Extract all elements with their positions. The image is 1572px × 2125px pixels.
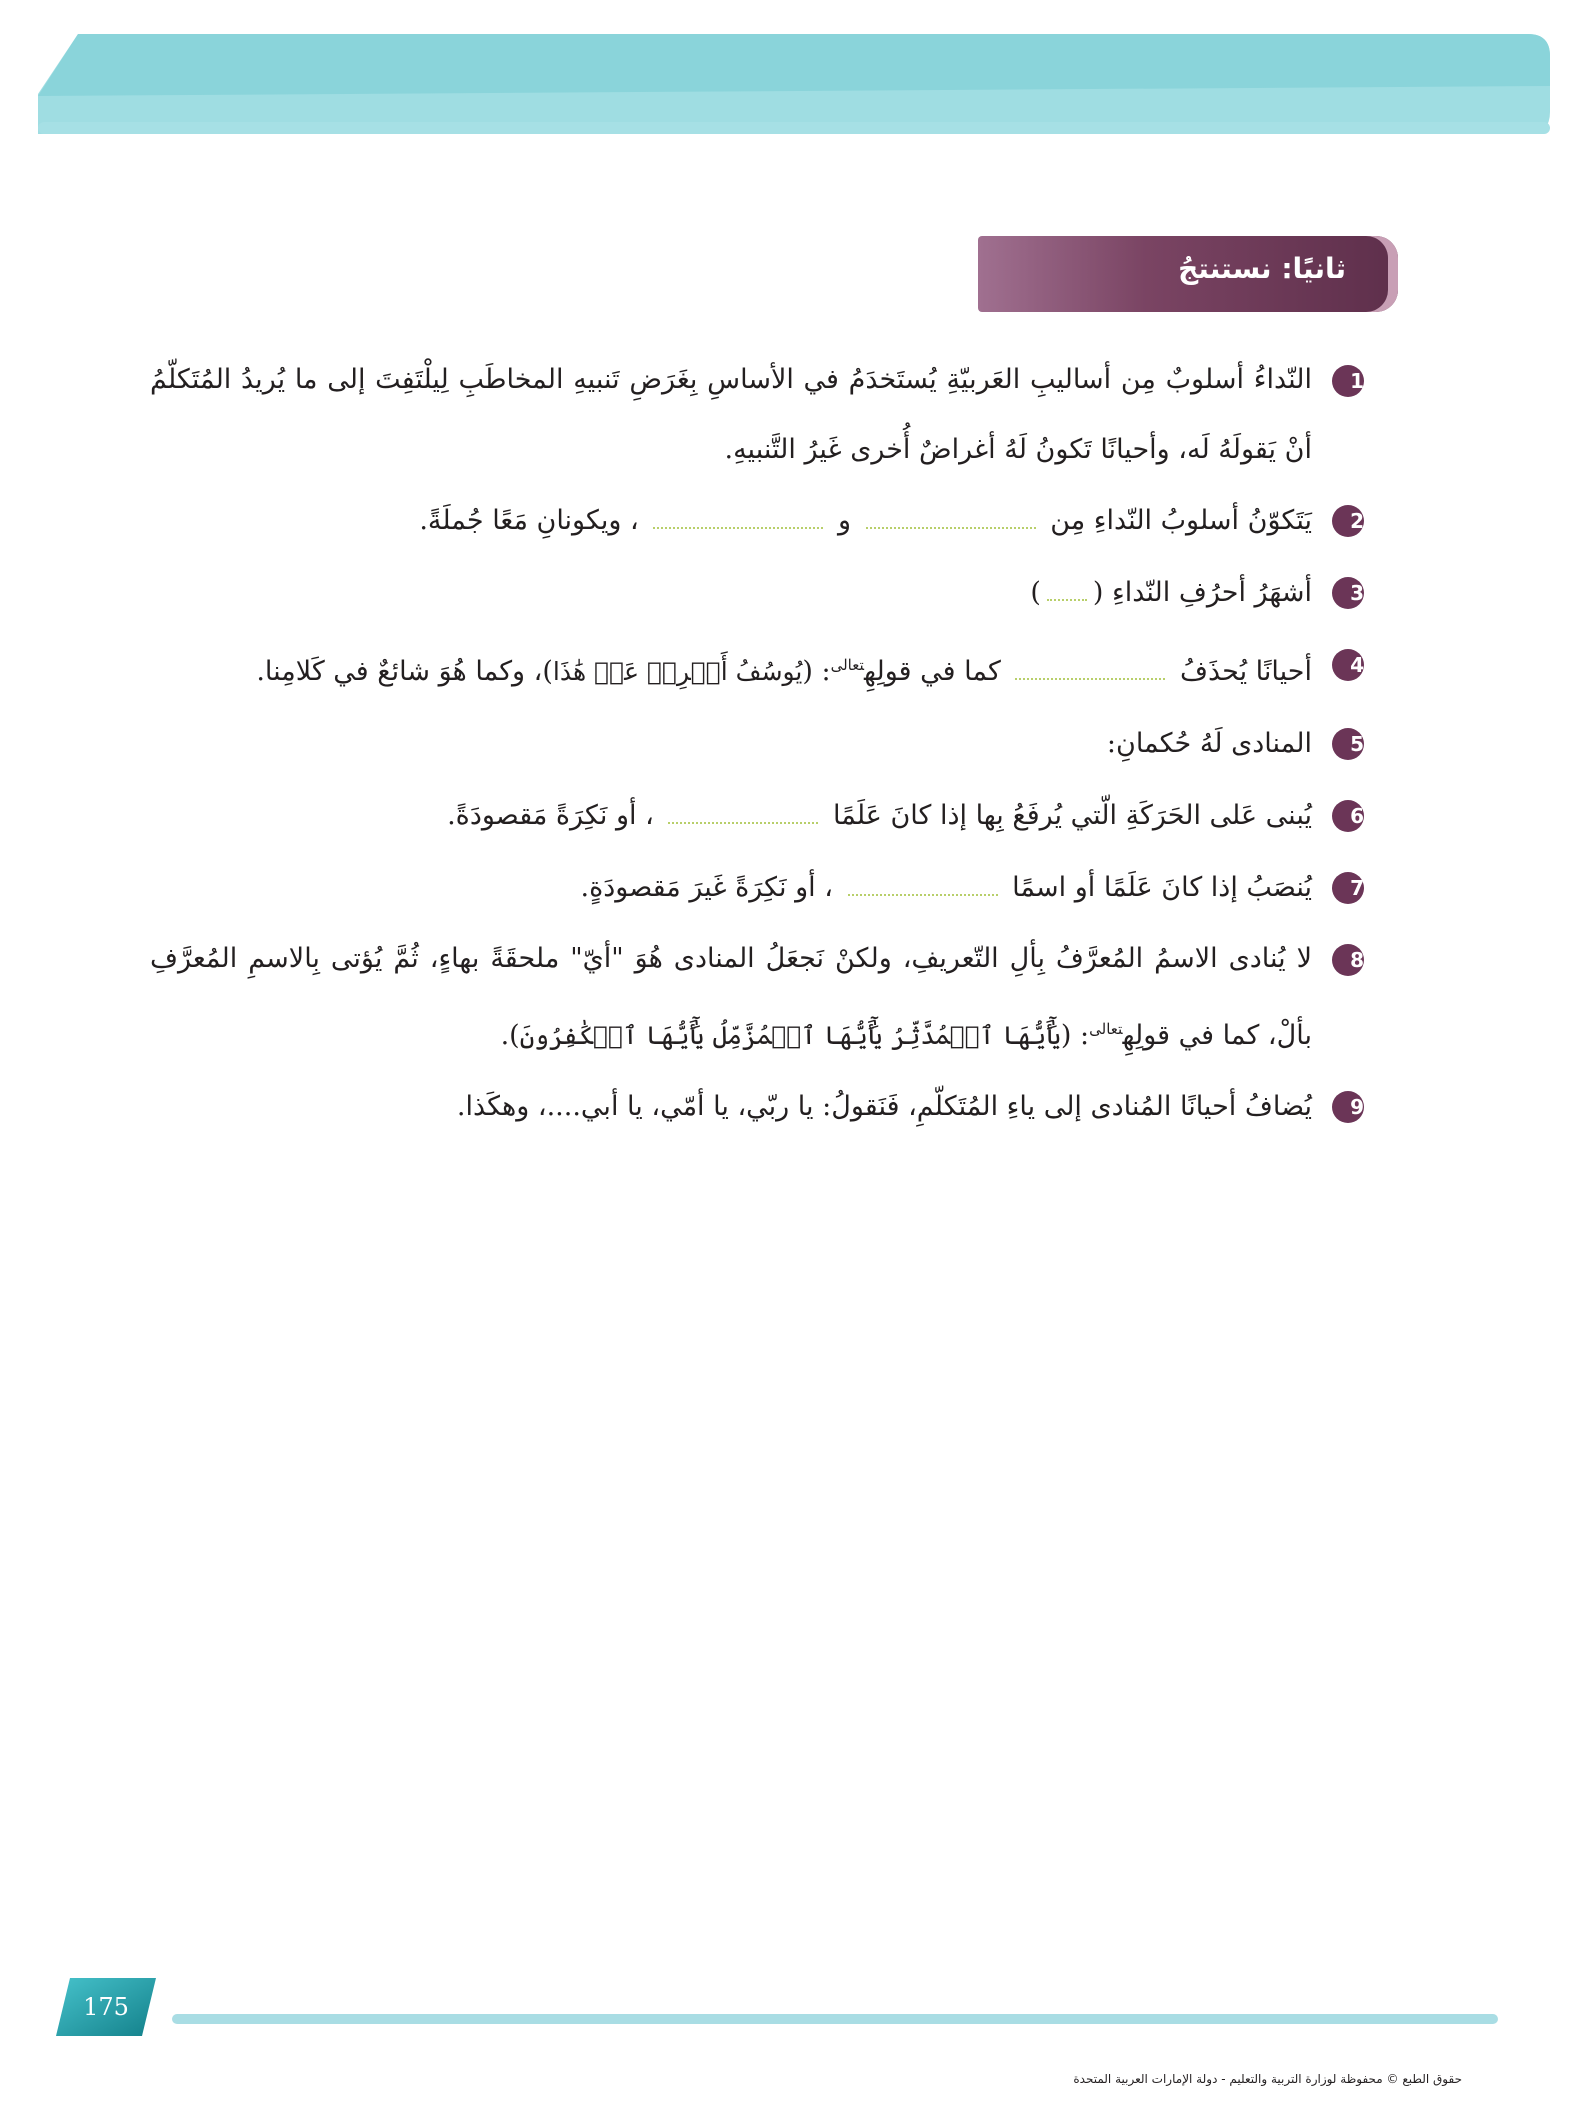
item-text: المنادى لَهُ حُكمانِ: bbox=[1106, 728, 1312, 759]
item-text-part: يُنصَبُ إذا كانَ عَلَمًا أو اسمًا bbox=[1012, 872, 1312, 903]
quran-verse: يَٰٓأَيُّهَا ٱلۡمُزَّمِّلُ bbox=[712, 1021, 883, 1050]
item-text-part: ). bbox=[500, 1020, 520, 1051]
list-item bbox=[150, 485, 1370, 557]
item-text: يُضافُ أحيانًا المُنادى إلى ياءِ المُتَكلّمِ، فَنَقولُ: يا ربّي، يا أمّي، يا أبي....، وهكَذا. bbox=[456, 1091, 1312, 1122]
fill-in-blank[interactable] bbox=[653, 503, 823, 529]
fill-in-blank[interactable] bbox=[848, 870, 998, 896]
item-text-part: أحيانًا يُحذَفُ bbox=[1180, 656, 1312, 687]
item-text-part: ، أو نَكِرَةً مَقصودَةً. bbox=[447, 800, 654, 831]
item-number-badge: 1 bbox=[1332, 365, 1364, 397]
list-item bbox=[150, 557, 1370, 629]
item-text-part: ، ويكونانِ مَعًا جُملَةً. bbox=[419, 505, 639, 536]
item-text-part: يُبنى عَلى الحَرَكَةِ الّتي يُرفَعُ بِها إذا كانَ عَلَمًا bbox=[833, 800, 1312, 831]
item-number-badge: 5 bbox=[1332, 728, 1364, 760]
fill-in-blank[interactable] bbox=[668, 798, 818, 824]
conclusions-list bbox=[150, 345, 1370, 1143]
quran-verse: يَٰٓأَيُّهَا ٱلۡمُدَّثِّرُ bbox=[891, 1021, 1061, 1050]
copyright-notice: حقوق الطبع © محفوظة لوزارة التربية والتعليم - دولة الإمارات العربية المتحدة bbox=[1073, 2072, 1462, 2086]
item-number-badge: 8 bbox=[1332, 944, 1364, 976]
honorific: تعالى bbox=[1089, 1020, 1123, 1038]
item-text-part: ) bbox=[1030, 577, 1041, 608]
item-number-badge: 4 bbox=[1332, 649, 1364, 681]
item-text-part: و bbox=[837, 505, 852, 536]
item-text-part: لا يُنادى الاسمُ المُعرَّفُ بِألِ التّعريفِ، ولكنْ نَجعَلُ المنادى هُوَ "أيّ" ملحقَةً بهاءٍ، ثُمَّ يُؤتى بِالاسمِ المُعرَّفِ بألْ، كما في قولِهِ bbox=[150, 943, 1312, 1051]
list-item bbox=[150, 345, 1370, 485]
page-number-badge bbox=[56, 1978, 156, 2036]
fill-in-blank[interactable] bbox=[1015, 654, 1165, 680]
quran-verse: يَٰٓأَيُّهَا ٱلۡكَٰفِرُونَ bbox=[519, 1021, 705, 1050]
top-banner bbox=[38, 34, 1550, 134]
item-number-badge: 9 bbox=[1332, 1091, 1364, 1123]
item-text-part: )، وكما هُوَ شائعٌ في كَلامِنا. bbox=[256, 656, 553, 687]
quran-verse: يُوسُفُ أَعۡرِضۡ عَنۡ هَٰذَا bbox=[552, 657, 803, 686]
item-text-part: : ( bbox=[802, 656, 831, 687]
list-item bbox=[150, 629, 1370, 708]
honorific: تعالى bbox=[830, 656, 865, 674]
page-number: 175 bbox=[83, 1993, 129, 2021]
section-header-tab bbox=[978, 236, 1398, 312]
item-number-badge: 6 bbox=[1332, 800, 1364, 832]
item-number-badge: 3 bbox=[1332, 577, 1364, 609]
item-text-part: ، أو نَكِرَةً غَيرَ مَقصودَةٍ. bbox=[580, 872, 833, 903]
item-number-badge: 2 bbox=[1332, 505, 1364, 537]
item-text: النّداءُ أسلوبٌ مِن أساليبِ العَربيّةِ يُستَخدَمُ في الأساسِ بِغَرَضِ تَنبيهِ المخاطَبِ لِيلْتَفِتَ إلى ما يُريدُ المُتَكلّمُ أنْ يَقولَهُ لَه، وأحيانًا تَكونُ لَهُ أغراضٌ أُخرى غَيرُ التَّنبيهِ. bbox=[150, 364, 1312, 465]
list-item bbox=[150, 1071, 1370, 1143]
list-item bbox=[150, 924, 1370, 1071]
list-item bbox=[150, 780, 1370, 852]
section-title: ثانيًا: نستنتجُ bbox=[1178, 252, 1346, 285]
item-text-part: أشهَرُ أحرُفِ النّداءِ ( bbox=[1092, 577, 1312, 608]
item-text-part: كما في قولِهِ bbox=[864, 656, 1001, 687]
footer-divider bbox=[172, 2014, 1498, 2024]
item-text-part: يَتَكوّنُ أسلوبُ النّداءِ مِن bbox=[1050, 505, 1312, 536]
list-item bbox=[150, 708, 1370, 780]
fill-in-blank[interactable] bbox=[1047, 575, 1087, 601]
item-text-part: : ( bbox=[1060, 1020, 1090, 1051]
item-number-badge: 7 bbox=[1332, 872, 1364, 904]
fill-in-blank[interactable] bbox=[866, 503, 1036, 529]
list-item bbox=[150, 852, 1370, 924]
